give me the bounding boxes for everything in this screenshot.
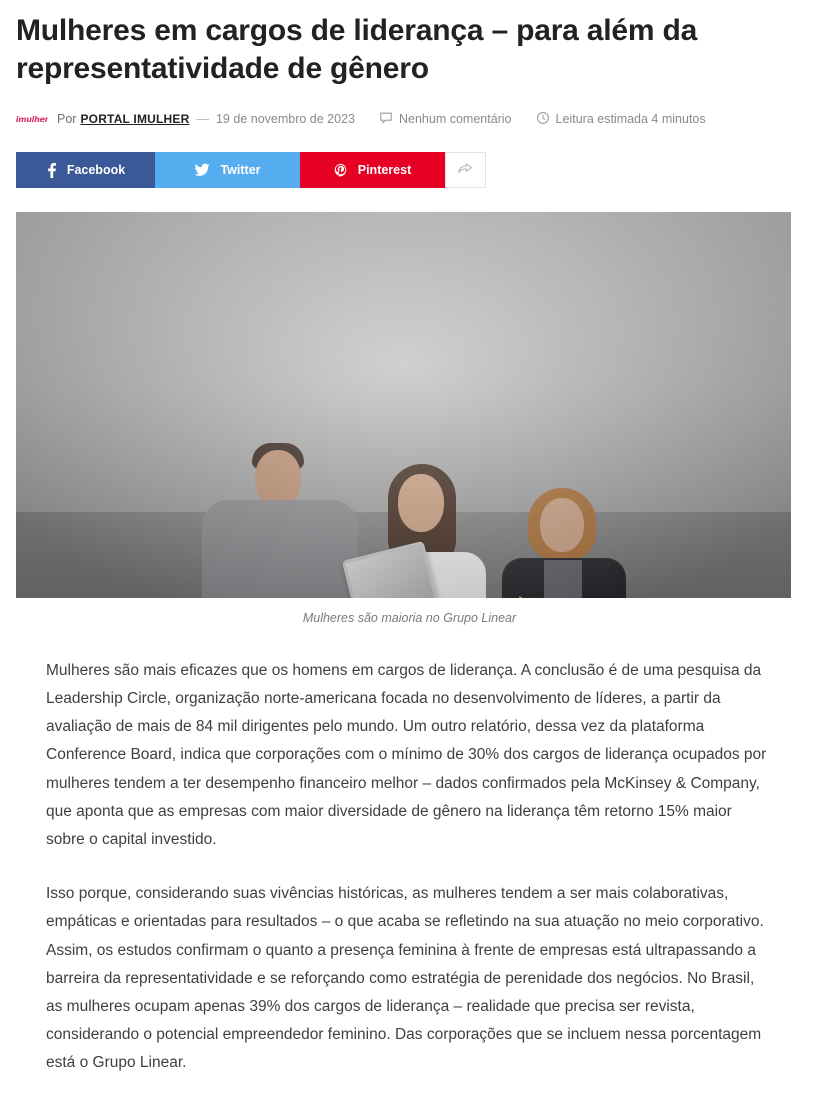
- reading-time-label: Leitura estimada 4 minutos: [555, 112, 706, 127]
- share-facebook-button[interactable]: [16, 152, 155, 188]
- share-twitter-label: Twitter: [220, 162, 261, 177]
- publish-date: 19 de novembro de 2023: [215, 112, 355, 127]
- featured-image: [16, 212, 791, 598]
- pinterest-icon: [334, 162, 348, 178]
- article-meta: [16, 111, 803, 128]
- paragraph: Mulheres são mais eficazes que os homens em cargos de liderança. A conclusão é de uma pesquisa da Leadership Circle, organização norte-americana focada no desenvolvimento de líderes, a partir da avaliação de mais de 84 mil dirigentes pelo mundo. Um outro relatório, dessa vez da plataforma Conference Board, indica que corporações com o mínimo de 30% dos cargos de liderança ocupados por mulheres tendem a ter desempenho financeiro melhor – dados confirmados pela McKinsey & Company, que aponta que as empresas com maior diversidade de gênero na liderança têm retorno 15% maior sobre o capital investido.: [46, 661, 767, 848]
- figure-caption: Mulheres são maioria no Grupo Linear: [302, 610, 517, 625]
- comment-icon: [379, 111, 393, 128]
- share-more-button[interactable]: [445, 152, 486, 188]
- twitter-icon: [194, 163, 210, 177]
- photo-vignette: [16, 212, 791, 598]
- share-arrow-icon: [458, 161, 473, 179]
- share-twitter-button[interactable]: [155, 152, 300, 188]
- share-pinterest-button[interactable]: [300, 152, 445, 188]
- comments-meta[interactable]: [379, 111, 512, 128]
- imulher-logo: imulher: [16, 114, 48, 124]
- page-title: Mulheres em cargos de liderança – para além da representatividade de gênero: [16, 14, 698, 86]
- share-bar: [16, 152, 803, 188]
- article-body: [16, 657, 803, 1078]
- share-facebook-label: Facebook: [66, 162, 126, 177]
- clock-icon: [536, 111, 550, 128]
- reading-time-meta: [536, 111, 706, 128]
- facebook-icon: [46, 162, 57, 178]
- share-pinterest-label: Pinterest: [357, 162, 412, 177]
- featured-figure: [16, 212, 803, 625]
- paragraph: Isso porque, considerando suas vivências históricas, as mulheres tendem a ser mais colaborativas, empáticas e orientadas para resultados – o que acaba se refletindo na sua atuação no meio corporativo. Assim, os estudos confirmam o quanto a presença feminina à frente de empresas está ultrapassando a barreira da representatividade e se reforçando como estratégia de perenidade dos negócios. No Brasil, as mulheres ocupam apenas 39% dos cargos de liderança – realidade que precisa ser revista, considerando o potencial empreendedor feminino. Das corporações que se incluem nessa porcentagem está o Grupo Linear.: [46, 885, 764, 1072]
- meta-separator: —: [196, 112, 209, 127]
- byline-label: Por: [57, 112, 77, 127]
- author-link[interactable]: PORTAL IMULHER: [80, 112, 190, 127]
- comments-label: Nenhum comentário: [398, 112, 512, 127]
